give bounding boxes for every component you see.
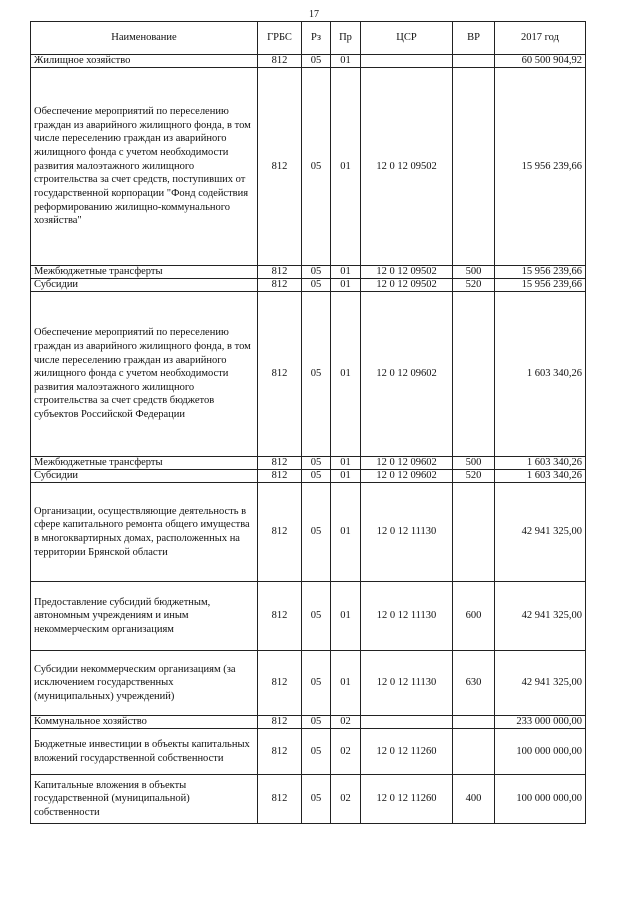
- row-csr: [361, 716, 453, 729]
- header-vr: ВР: [453, 22, 495, 55]
- row-amount: 42 941 325,00: [495, 483, 586, 582]
- row-rz: 05: [302, 716, 331, 729]
- row-name: Бюджетные инвестиции в объекты капитальных вложений государственной собственности: [31, 729, 258, 775]
- row-grbs: 812: [258, 729, 302, 775]
- row-vr: [453, 292, 495, 457]
- table-row: [31, 716, 586, 729]
- row-vr: 500: [453, 266, 495, 279]
- row-name: Субсидии: [31, 279, 258, 292]
- row-pr: 01: [331, 457, 361, 470]
- row-grbs: 812: [258, 279, 302, 292]
- row-grbs: 812: [258, 68, 302, 266]
- row-pr: 01: [331, 266, 361, 279]
- row-amount: 1 603 340,26: [495, 292, 586, 457]
- table-row: [31, 729, 586, 775]
- row-csr: 12 0 12 09602: [361, 292, 453, 457]
- row-name: Жилищное хозяйство: [31, 55, 258, 68]
- row-rz: 05: [302, 775, 331, 824]
- header-name: Наименование: [31, 22, 258, 55]
- row-name: Субсидии некоммерческим организациям (за исключением государственных (муниципальных) учреждений): [31, 651, 258, 716]
- row-csr: 12 0 12 11130: [361, 483, 453, 582]
- table-row: [31, 292, 586, 457]
- row-vr: 520: [453, 279, 495, 292]
- row-vr: [453, 55, 495, 68]
- row-name: Обеспечение мероприятий по переселению граждан из аварийного жилищного фонда, в том числе переселению граждан из аварийного жилищного фонда с учетом необходимости развития малоэтажного жилищного строительства за счет средств, поступивших от государственной корпорации "Фонд содействия реформированию жилищно-коммунального хозяйства": [31, 68, 258, 266]
- row-vr: 500: [453, 457, 495, 470]
- row-amount: 233 000 000,00: [495, 716, 586, 729]
- row-vr: 400: [453, 775, 495, 824]
- row-pr: 01: [331, 470, 361, 483]
- row-rz: 05: [302, 470, 331, 483]
- row-name: Межбюджетные трансферты: [31, 266, 258, 279]
- row-grbs: 812: [258, 266, 302, 279]
- row-name: Предоставление субсидий бюджетным, автономным учреждениям и иным некоммерческим организациям: [31, 582, 258, 651]
- row-csr: 12 0 12 11260: [361, 729, 453, 775]
- row-name: Коммунальное хозяйство: [31, 716, 258, 729]
- table-row: [31, 651, 586, 716]
- row-pr: 01: [331, 68, 361, 266]
- row-csr: 12 0 12 11260: [361, 775, 453, 824]
- row-grbs: 812: [258, 716, 302, 729]
- row-grbs: 812: [258, 582, 302, 651]
- table-row: [31, 483, 586, 582]
- row-amount: 100 000 000,00: [495, 729, 586, 775]
- row-csr: 12 0 12 09502: [361, 279, 453, 292]
- row-rz: 05: [302, 651, 331, 716]
- row-grbs: 812: [258, 470, 302, 483]
- table-row: [31, 266, 586, 279]
- row-amount: 15 956 239,66: [495, 68, 586, 266]
- row-vr: 600: [453, 582, 495, 651]
- row-vr: 520: [453, 470, 495, 483]
- row-pr: 01: [331, 483, 361, 582]
- row-csr: 12 0 12 11130: [361, 651, 453, 716]
- row-csr: 12 0 12 09502: [361, 68, 453, 266]
- row-name: Организации, осуществляющие деятельность в сфере капитального ремонта общего имущества в многоквартирных домах, расположенных на территории Брянской области: [31, 483, 258, 582]
- row-rz: 05: [302, 582, 331, 651]
- row-vr: 630: [453, 651, 495, 716]
- row-rz: 05: [302, 483, 331, 582]
- row-grbs: 812: [258, 483, 302, 582]
- header-row: [31, 22, 586, 55]
- row-csr: 12 0 12 09602: [361, 457, 453, 470]
- row-name: Капитальные вложения в объекты государственной (муниципальной) собственности: [31, 775, 258, 824]
- row-rz: 05: [302, 266, 331, 279]
- row-amount: 100 000 000,00: [495, 775, 586, 824]
- row-rz: 05: [302, 729, 331, 775]
- table-row: [31, 68, 586, 266]
- row-amount: 15 956 239,66: [495, 279, 586, 292]
- row-csr: 12 0 12 11130: [361, 582, 453, 651]
- page-number: 17: [309, 9, 319, 20]
- row-amount: 1 603 340,26: [495, 457, 586, 470]
- table-row: [31, 582, 586, 651]
- row-pr: 01: [331, 582, 361, 651]
- budget-table: [30, 21, 586, 824]
- row-csr: [361, 55, 453, 68]
- table-row: [31, 279, 586, 292]
- row-grbs: 812: [258, 457, 302, 470]
- row-vr: [453, 483, 495, 582]
- row-rz: 05: [302, 55, 331, 68]
- row-vr: [453, 68, 495, 266]
- table-row: [31, 775, 586, 824]
- row-csr: 12 0 12 09602: [361, 470, 453, 483]
- row-grbs: 812: [258, 775, 302, 824]
- row-vr: [453, 729, 495, 775]
- row-rz: 05: [302, 292, 331, 457]
- row-grbs: 812: [258, 292, 302, 457]
- row-name: Межбюджетные трансферты: [31, 457, 258, 470]
- row-pr: 02: [331, 716, 361, 729]
- table-row: [31, 55, 586, 68]
- row-rz: 05: [302, 279, 331, 292]
- row-pr: 02: [331, 729, 361, 775]
- row-grbs: 812: [258, 651, 302, 716]
- row-rz: 05: [302, 68, 331, 266]
- header-pr: Пр: [331, 22, 361, 55]
- row-amount: 42 941 325,00: [495, 651, 586, 716]
- table-row: [31, 470, 586, 483]
- row-name: Обеспечение мероприятий по переселению граждан из аварийного жилищного фонда, в том числе переселению граждан из аварийного жилищного фонда с учетом необходимости развития малоэтажного жилищного строительства за счет средств бюджетов субъектов Российской Федерации: [31, 292, 258, 457]
- row-grbs: 812: [258, 55, 302, 68]
- row-rz: 05: [302, 457, 331, 470]
- row-amount: 60 500 904,92: [495, 55, 586, 68]
- row-pr: 01: [331, 651, 361, 716]
- row-pr: 01: [331, 279, 361, 292]
- header-rz: Рз: [302, 22, 331, 55]
- row-name: Субсидии: [31, 470, 258, 483]
- row-pr: 02: [331, 775, 361, 824]
- header-year: 2017 год: [495, 22, 586, 55]
- row-vr: [453, 716, 495, 729]
- row-csr: 12 0 12 09502: [361, 266, 453, 279]
- row-amount: 42 941 325,00: [495, 582, 586, 651]
- table-row: [31, 457, 586, 470]
- header-grbs: ГРБС: [258, 22, 302, 55]
- header-csr: ЦСР: [361, 22, 453, 55]
- row-amount: 15 956 239,66: [495, 266, 586, 279]
- row-pr: 01: [331, 292, 361, 457]
- row-amount: 1 603 340,26: [495, 470, 586, 483]
- row-pr: 01: [331, 55, 361, 68]
